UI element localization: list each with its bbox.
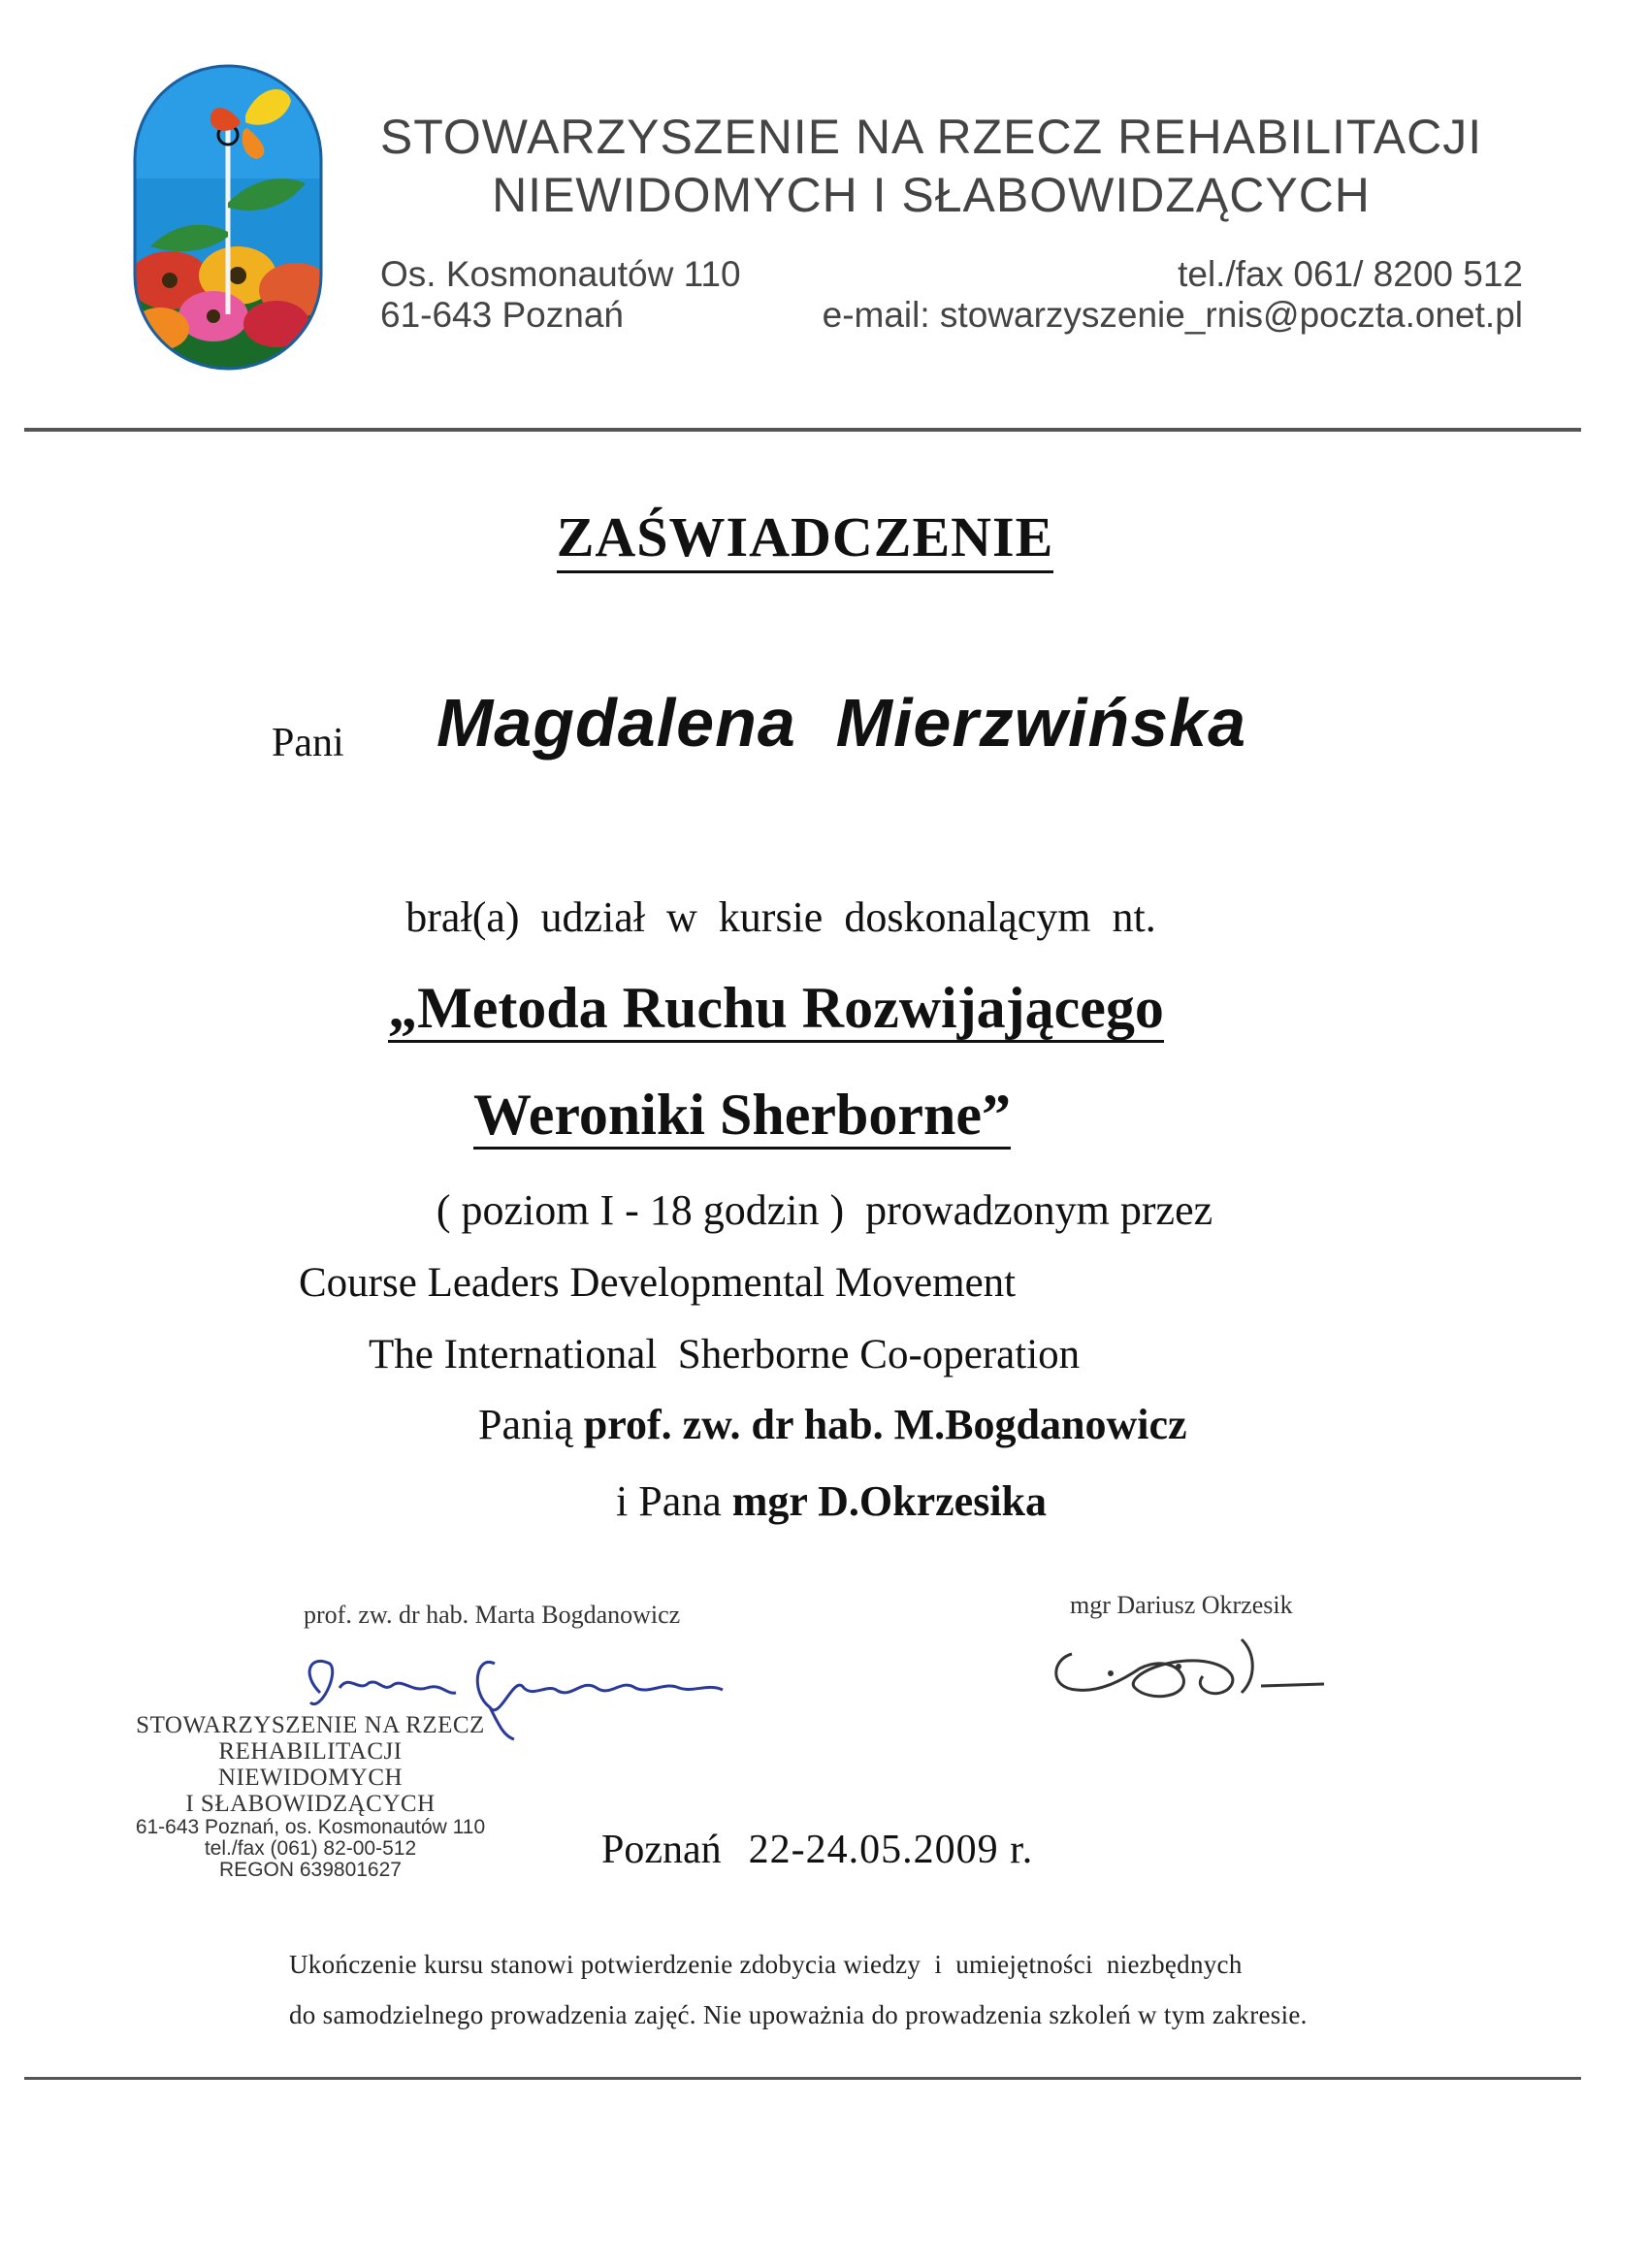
footer-note-line1: Ukończenie kursu stanowi potwierdzenie zdobycia wiedzy i umiejętności niezbędnych xyxy=(289,1950,1243,1979)
course-title-line1-text: „Metoda Ruchu Rozwijającego xyxy=(388,976,1164,1043)
stamp-line2: REHABILITACJI NIEWIDOMYCH xyxy=(217,1738,404,1791)
address-street: Os. Kosmonautów 110 xyxy=(380,254,741,294)
signer1-caption: prof. zw. dr hab. Marta Bogdanowicz xyxy=(304,1601,681,1629)
address-city: 61-643 Poznań xyxy=(380,295,624,335)
header-divider xyxy=(24,428,1581,432)
trainer1-prefix: Panią xyxy=(478,1401,573,1448)
place-and-date xyxy=(601,1827,1033,1873)
document-title xyxy=(0,504,1610,569)
organization-name-line1: STOWARZYSZENIE NA RZECZ REHABILITACJI xyxy=(379,110,1483,164)
course-title-line2 xyxy=(0,1082,1552,1149)
salutation: Pani xyxy=(272,721,344,765)
organization-name-line2: NIEWIDOMYCH I SŁABOWIDZĄCYCH xyxy=(492,168,1371,222)
recipient-name: Magdalena Mierzwińska xyxy=(436,685,1247,761)
course-title-line2-text: Weroniki Sherborne” xyxy=(473,1083,1011,1150)
organization-stamp xyxy=(126,1712,495,1881)
trainer2-name: mgr D.Okrzesika xyxy=(731,1477,1048,1525)
document-title-text: ZAŚWIADCZENIE xyxy=(557,505,1054,573)
footer-divider xyxy=(24,2077,1581,2080)
flower-butterfly-logo-icon xyxy=(131,62,325,373)
place: Poznań xyxy=(601,1828,722,1872)
course-level: ( poziom I - 18 godzin ) prowadzonym przez xyxy=(436,1186,1213,1234)
leaders-line1: Course Leaders Developmental Movement xyxy=(299,1260,1017,1306)
phone-fax: tel./fax 061/ 8200 512 xyxy=(1178,254,1523,294)
stamp-line5: tel./fax (061) 82-00-512 xyxy=(204,1837,417,1860)
stamp-line3: I SŁABOWIDZĄCYCH xyxy=(185,1791,436,1817)
trainer1 xyxy=(478,1400,1187,1449)
trainer2 xyxy=(616,1476,1047,1526)
date: 22-24.05.2009 r. xyxy=(748,1828,1034,1872)
leaders-line2: The International Sherborne Co-operation xyxy=(369,1332,1081,1377)
participation-text: brał(a) udział w kursie doskonalącym nt. xyxy=(405,893,1156,941)
trainer1-name: prof. zw. dr hab. M.Bogdanowicz xyxy=(583,1401,1187,1448)
trainer2-prefix: i Pana xyxy=(616,1477,722,1525)
stamp-line4: 61-643 Poznań, os. Kosmonautów 110 xyxy=(135,1816,486,1838)
signature2-icon xyxy=(1033,1620,1334,1712)
email-address: e-mail: stowarzyszenie_rnis@poczta.onet.pl xyxy=(822,295,1523,335)
course-title-line1 xyxy=(0,975,1552,1042)
stamp-line1: STOWARZYSZENIE NA RZECZ xyxy=(136,1712,485,1738)
signer2-caption: mgr Dariusz Okrzesik xyxy=(1070,1591,1293,1619)
stamp-line6: REGON 639801627 xyxy=(219,1859,402,1881)
footer-note-line2: do samodzielnego prowadzenia zajęć. Nie upoważnia do prowadzenia szkoleń w tym zakresie. xyxy=(289,2000,1308,2029)
